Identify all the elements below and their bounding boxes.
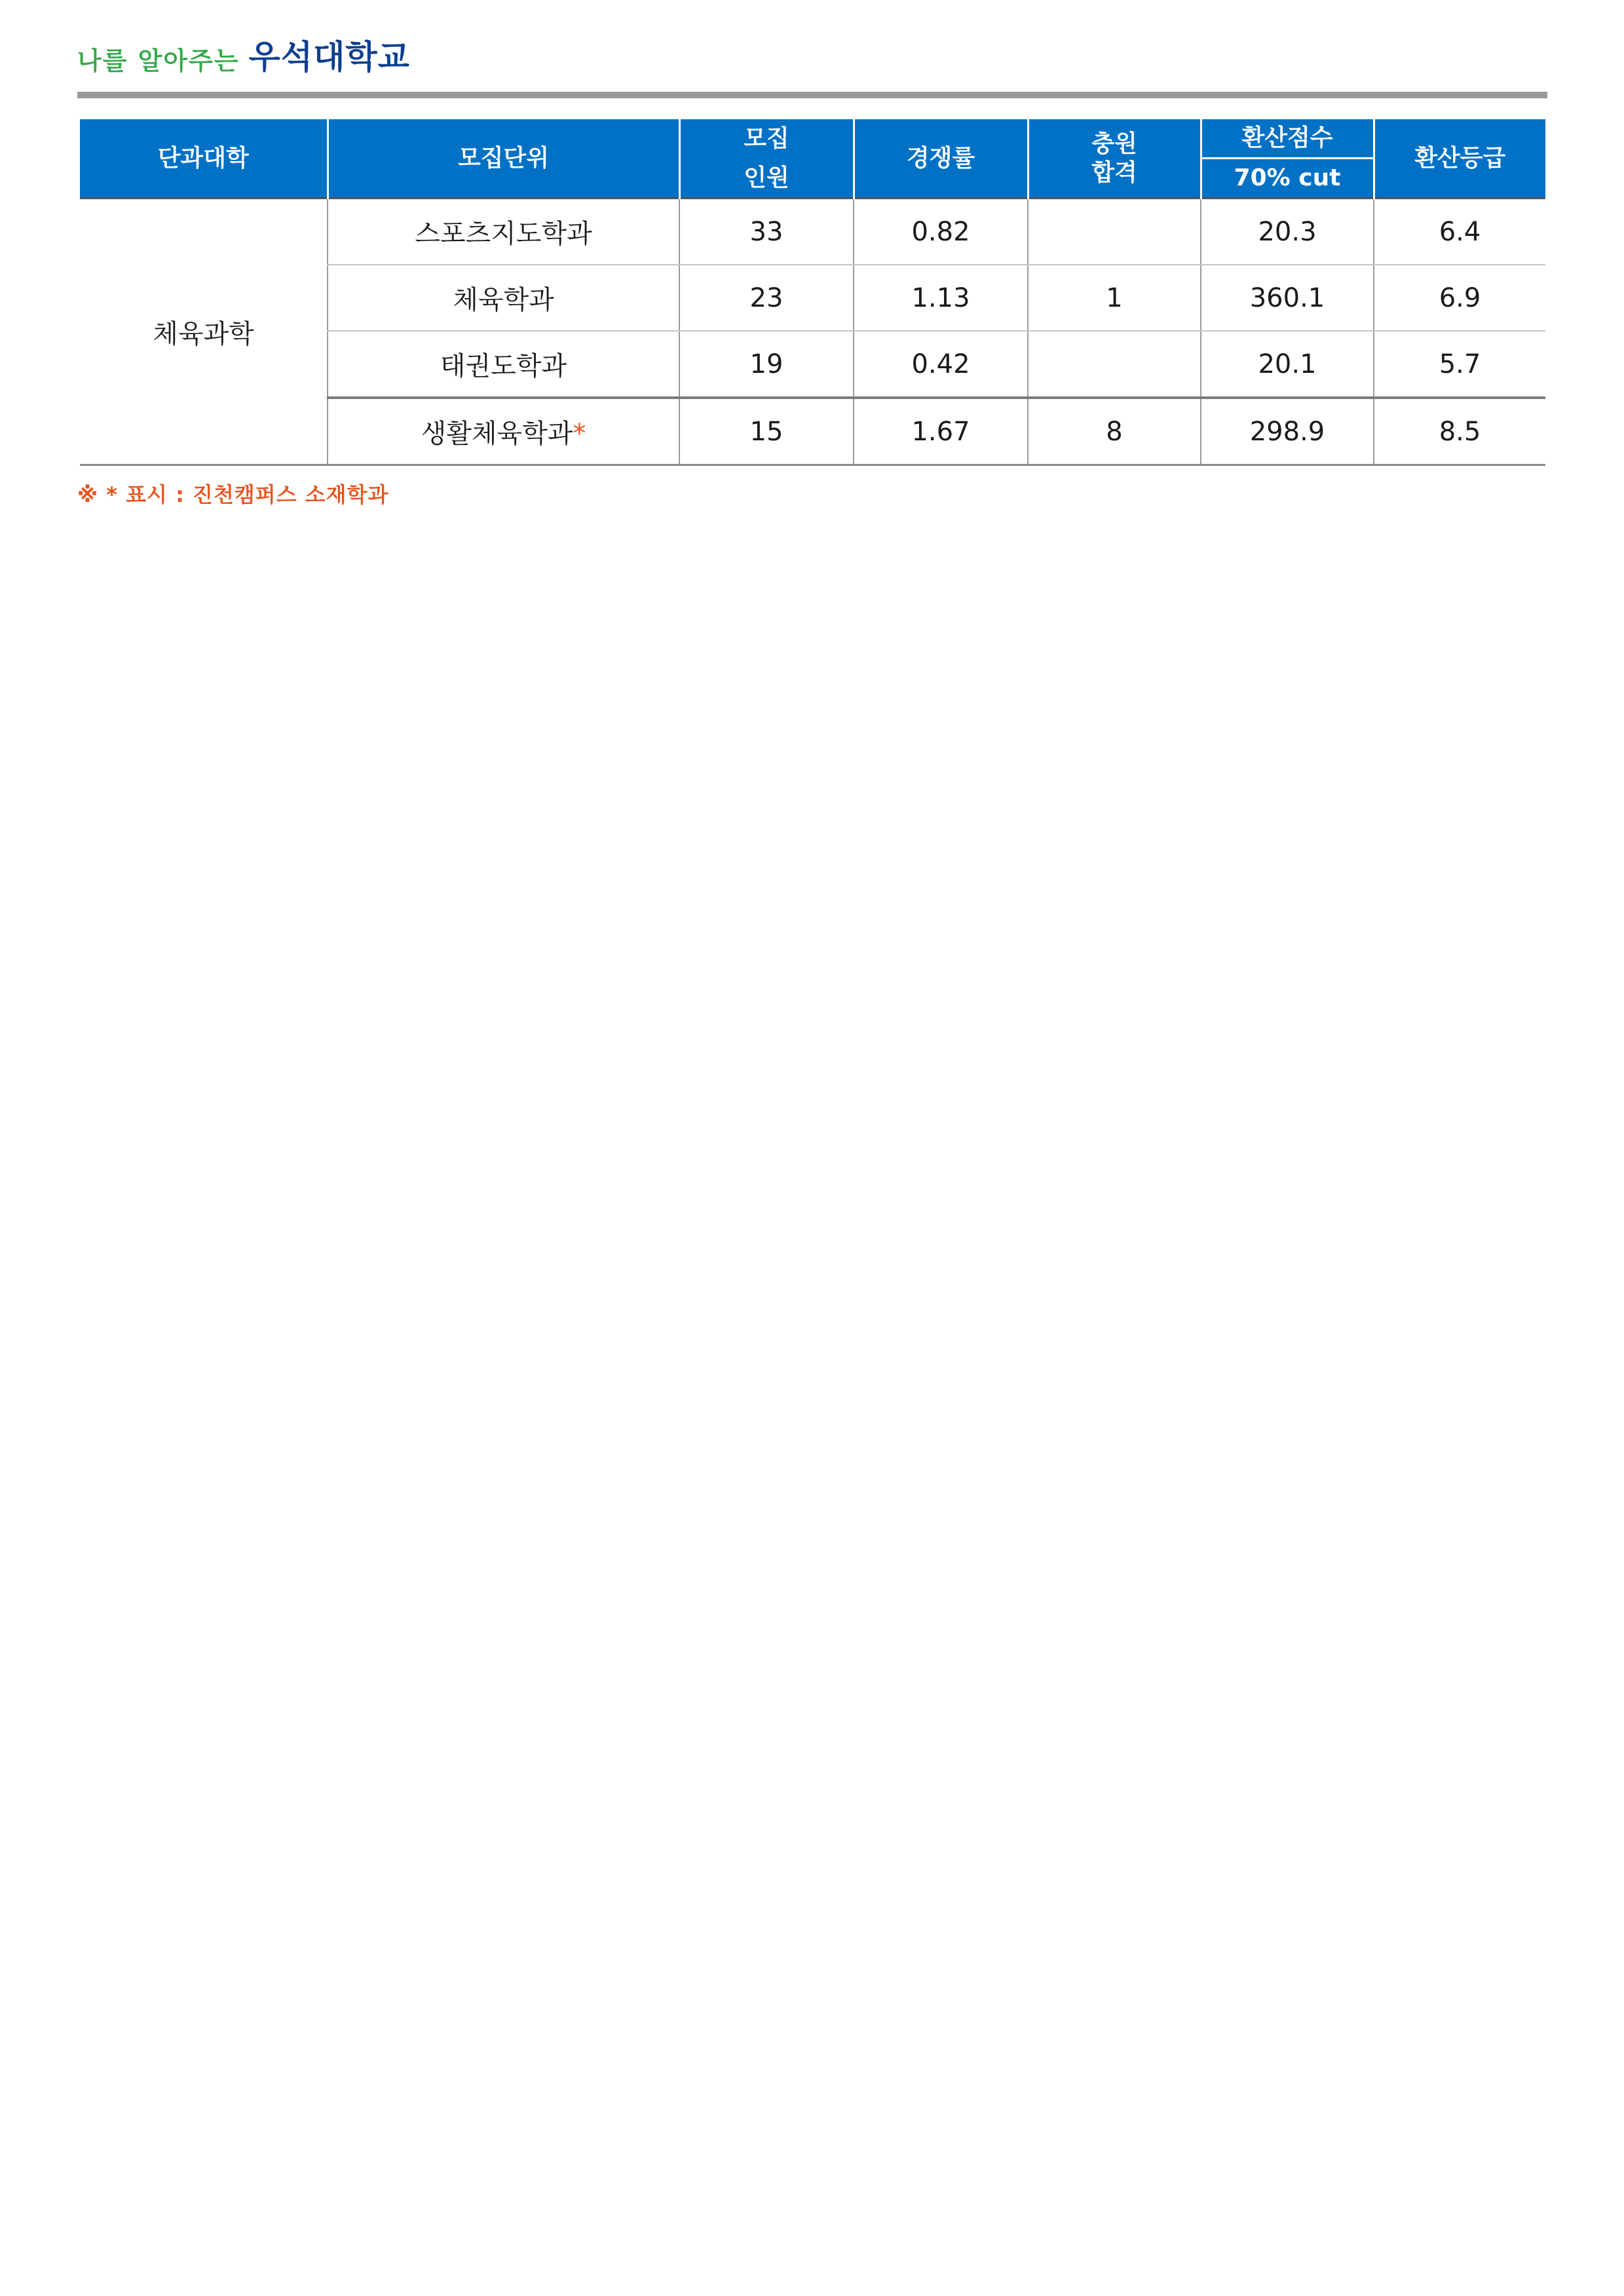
logo-tagline: 나를 알아주는: [77, 47, 240, 75]
header-score-sub: 70% cut: [1201, 159, 1374, 199]
unit-cell: 체육학과: [328, 265, 679, 331]
grade-cell: 5.7: [1374, 331, 1545, 398]
score-cell: 20.3: [1201, 199, 1374, 265]
header-extra-line1: 충원: [1091, 130, 1137, 158]
university-logo: [77, 34, 410, 76]
footnote: ※ * 표시 : 진천캠퍼스 소재학과: [77, 482, 389, 507]
extra-cell: [1028, 199, 1201, 265]
grade-cell: 6.4: [1374, 199, 1545, 265]
admission-results-table: [80, 119, 1545, 466]
quota-cell: 33: [679, 199, 854, 265]
score-cell: 360.1: [1201, 265, 1374, 331]
header-competition: 경쟁률: [854, 119, 1028, 199]
grade-cell: 6.9: [1374, 265, 1545, 331]
unit-cell: 스포츠지도학과: [328, 199, 679, 265]
header-unit: 모집단위: [328, 119, 679, 199]
header-college: 단과대학: [80, 119, 328, 199]
unit-cell: 태권도학과: [328, 331, 679, 398]
competition-cell: 1.13: [854, 265, 1028, 331]
header-grade: 환산등급: [1374, 119, 1545, 199]
competition-cell: 0.82: [854, 199, 1028, 265]
grade-cell: 8.5: [1374, 398, 1545, 465]
unit-cell: [328, 398, 679, 465]
logo-university-name: 우석대학교: [248, 38, 410, 76]
quota-cell: 23: [679, 265, 854, 331]
header-quota-line2: 인원: [679, 159, 854, 199]
extra-cell: [1028, 331, 1201, 398]
extra-cell: 8: [1028, 398, 1201, 465]
college-cell: 체육과학: [80, 199, 328, 465]
table-row: [80, 199, 1545, 265]
header-score: 환산점수: [1201, 119, 1374, 159]
quota-cell: 15: [679, 398, 854, 465]
unit-label: 생활체육학과: [421, 419, 573, 449]
header-quota-line1: 모집: [679, 119, 854, 159]
extra-cell: 1: [1028, 265, 1201, 331]
top-divider: [77, 92, 1547, 98]
quota-cell: 19: [679, 331, 854, 398]
competition-cell: 1.67: [854, 398, 1028, 465]
competition-cell: 0.42: [854, 331, 1028, 398]
header-extra: [1028, 119, 1201, 199]
campus-mark: *: [573, 419, 586, 449]
score-cell: 298.9: [1201, 398, 1374, 465]
score-cell: 20.1: [1201, 331, 1374, 398]
header-extra-line2: 합격: [1091, 159, 1137, 186]
